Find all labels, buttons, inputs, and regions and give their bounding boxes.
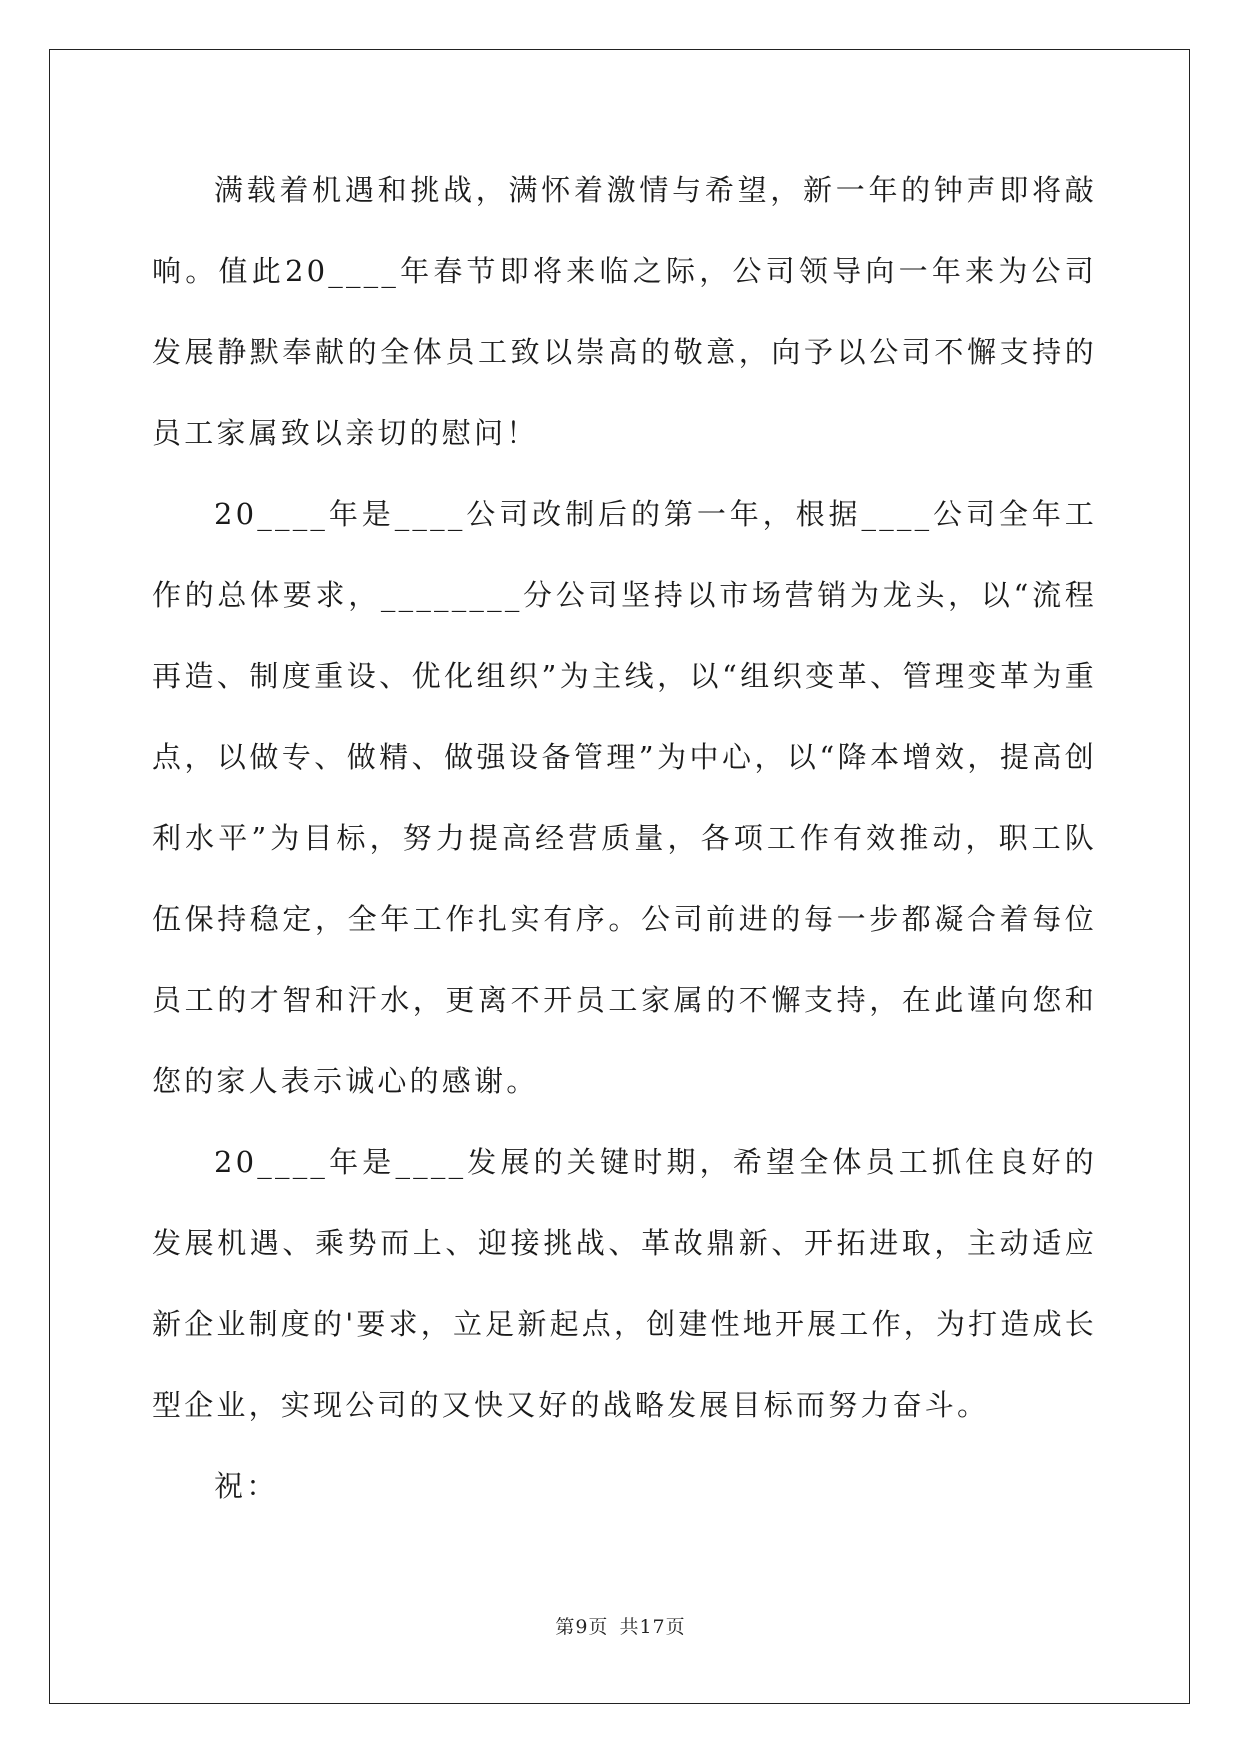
document-body	[152, 150, 1097, 1527]
page-footer	[0, 1612, 1241, 1639]
paragraph-greeting: 满载着机遇和挑战，满怀着激情与希望，新一年的钟声即将敲响。值此20____年春节即将来临之际，公司领导向一年来为公司发展静默奉献的全体员工致以崇高的敬意，向予以公司不懈支持的员工家属致以亲切的慰问！	[152, 173, 1097, 450]
paragraph-outlook: 20____年是____发展的关键时期，希望全体员工抓住良好的发展机遇、乘势而上、迎接挑战、革故鼎新、开拓进取，主动适应新企业制度的'要求，立足新起点，创建性地开展工作，为打造成长型企业，实现公司的又快又好的战略发展目标而努力奋斗。	[152, 1145, 1097, 1422]
paragraph-review: 20____年是____公司改制后的第一年，根据____公司全年工作的总体要求，________分公司坚持以市场营销为龙头，以“流程再造、制度重设、优化组织”为主线，以“组织变革、管理变革为重点，以做专、做精、做强设备管理”为中心，以“降本增效，提高创利水平”为目标，努力提高经营质量，各项工作有效推动，职工队伍保持稳定，全年工作扎实有序。公司前进的每一步都凝合着每位员工的才智和汗水，更离不开员工家属的不懈支持，在此谨向您和您的家人表示诚心的感谢。	[152, 497, 1097, 1098]
paragraph-blessing: 祝：	[214, 1469, 279, 1503]
page-number: 第9页	[555, 1616, 609, 1638]
page-total: 共17页	[619, 1616, 686, 1638]
